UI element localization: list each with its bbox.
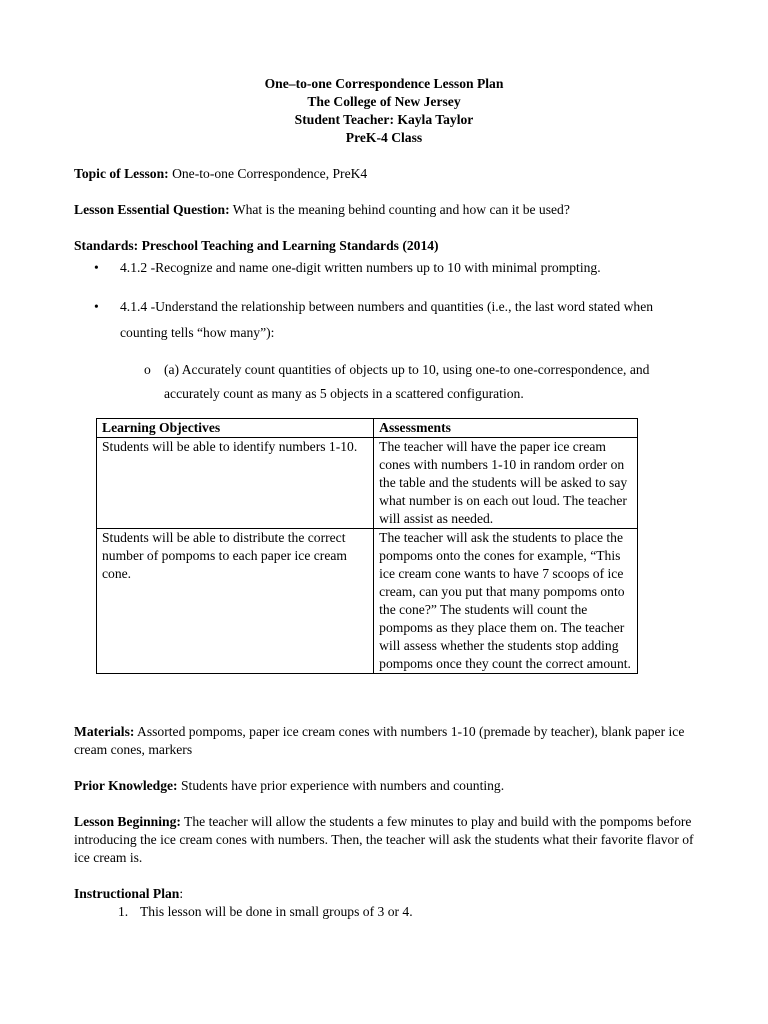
essential-question-value: What is the meaning behind counting and how can it be used? [229,202,570,217]
sub-item-text: (a) Accurately count quantities of objects up to 10, using one-to one-correspondence, and accurately count as many as 5 objects in a scattered configuration. [164,362,650,401]
class-name: PreK-4 Class [345,130,423,145]
essential-question-section [74,201,694,219]
instructional-plan-label: Instructional Plan [74,886,180,901]
student-teacher: Student Teacher: Kayla Taylor [294,112,474,127]
document-header [0,75,768,147]
topic-value: One-to-one Correspondence, PreK4 [168,166,368,181]
standard-text: 4.1.4 -Understand the relationship between numbers and quantities (i.e., the last word stated when counting tells “how many”): [120,299,654,340]
standards-label: Standards: Preschool Teaching and Learning Standards (2014) [74,238,439,253]
prior-knowledge-value: Students have prior experience with numbers and counting. [177,778,505,793]
objectives-table [96,418,638,674]
materials-value: Assorted pompoms, paper ice cream cones with numbers 1-10 (premade by teacher), blank paper ice cream cones, markers [74,724,685,757]
standards-heading [74,237,694,255]
instructional-step [118,903,694,921]
sub-bullet-marker: o [144,362,151,377]
lesson-beginning-label: Lesson Beginning: [74,814,181,829]
topic-label: Topic of Lesson: [74,166,169,181]
prior-knowledge-section [74,777,694,795]
assessment-cell: The teacher will have the paper ice cream cones with numbers 1-10 in random order on the table and the students will be asked to say what number is on each out loud. The teacher will assist as needed. [374,438,638,529]
lesson-beginning-section [74,813,694,867]
essential-question-label: Lesson Essential Question: [74,202,230,217]
standard-text: 4.1.2 -Recognize and name one-digit written numbers up to 10 with minimal prompting. [120,260,601,275]
materials-section [74,723,694,759]
instructional-plan-heading [74,885,694,903]
objective-cell: Students will be able to distribute the correct number of pompoms to each paper ice cream cone. [97,529,374,674]
bullet-marker: • [94,299,99,314]
objective-cell: Students will be able to identify numbers 1-10. [97,438,374,529]
table-header-objectives: Learning Objectives [97,419,374,438]
table-row [97,529,638,674]
materials-label: Materials: [74,724,135,739]
step-text: This lesson will be done in small groups of 3 or 4. [140,904,413,919]
instructional-plan-colon: : [179,886,184,901]
table-header-assessments: Assessments [374,419,638,438]
lesson-plan-title: One–to-one Correspondence Lesson Plan [264,76,504,91]
lesson-beginning-value: The teacher will allow the students a few minutes to play and build with the pompoms before introducing the ice cream cones with numbers. Then, the teacher will ask the students what their favorite flavor of ice cream is. [74,814,694,865]
college-name: The College of New Jersey [307,94,461,109]
topic-section [74,165,694,183]
bullet-marker: • [94,260,99,275]
step-number: 1. [118,904,129,919]
prior-knowledge-label: Prior Knowledge: [74,778,178,793]
assessment-cell: The teacher will ask the students to place the pompoms onto the cones for example, “This ice cream cone wants to have 7 scoops of ice cream, can you put that many pompoms onto the cone?” The students will count the pompoms as they place them on. The teacher will assess whether the students stop adding pompoms once they count the correct amount. [374,529,638,674]
table-row [97,438,638,529]
table-header-row [97,419,638,438]
